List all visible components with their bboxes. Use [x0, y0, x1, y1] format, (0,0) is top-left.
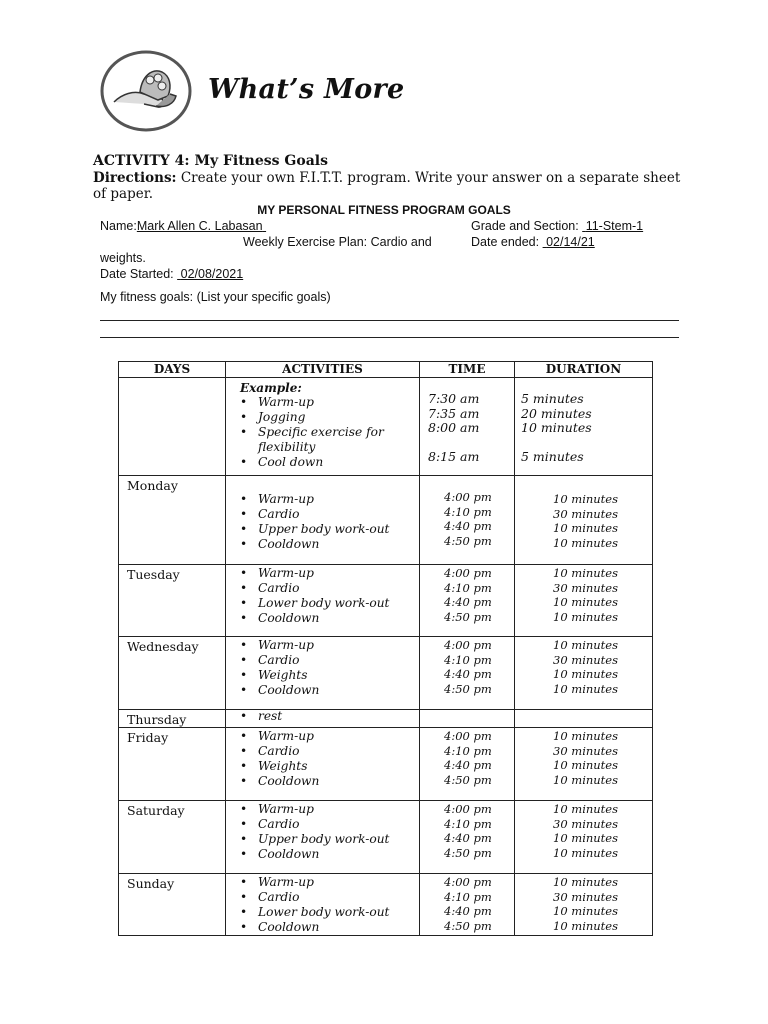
day-name: Monday: [127, 478, 178, 493]
duration-entry: [521, 436, 652, 451]
day-cell: [119, 565, 226, 637]
day-cell: [119, 801, 226, 874]
activity-item: • Cooldown: [240, 774, 419, 789]
activities-cell: [226, 476, 420, 565]
time-entry: 4:00 pm: [444, 638, 492, 652]
activity-list: [226, 728, 419, 789]
time-list: [420, 637, 514, 696]
header-days: DAYS: [119, 362, 226, 378]
directions-label: Directions:: [93, 170, 177, 186]
time-entry: [428, 436, 514, 451]
table-row: [119, 565, 653, 637]
directions: [93, 170, 683, 202]
duration-list: [515, 728, 652, 787]
activity-list: [226, 637, 419, 698]
duration-entry: 5 minutes: [521, 449, 584, 464]
day-name: Tuesday: [127, 567, 180, 582]
duration-entry: 5 minutes: [521, 391, 584, 406]
activity-item: • Cooldown: [240, 611, 419, 626]
duration-entry: 10 minutes: [553, 566, 619, 580]
activity-item: • Cardio: [240, 581, 419, 596]
activity-item: • Warm-up: [240, 395, 419, 410]
example-activities-cell: [226, 378, 420, 476]
time-entry: 4:50 pm: [444, 918, 492, 933]
example-label: Example:: [240, 381, 302, 395]
table-header-row: [119, 362, 653, 378]
activity-item: • Weights: [240, 668, 419, 683]
time-cell: [420, 874, 515, 936]
header-activities: ACTIVITIES: [226, 362, 420, 378]
table-row: [119, 801, 653, 874]
plan-label: Weekly Exercise Plan: Cardio and: [243, 235, 432, 249]
time-entry: 4:50 pm: [444, 845, 492, 860]
time-entry: 7:30 am: [428, 391, 480, 406]
time-entry: 4:40 pm: [444, 758, 492, 772]
page-title: What’s More: [208, 74, 405, 105]
activities-cell: [226, 637, 420, 710]
duration-entry: 30 minutes: [553, 506, 619, 521]
activity-item: • Cooldown: [240, 537, 419, 552]
duration-entry: 10 minutes: [553, 904, 619, 918]
plan-wrap: weights.: [100, 251, 146, 265]
goals-label: My fitness goals: (List your specific goals): [100, 290, 331, 304]
duration-entry: 10 minutes: [553, 667, 619, 681]
name-label: Name:: [100, 219, 137, 233]
day-cell: [119, 710, 226, 728]
activity-item: • Upper body work-out: [240, 832, 419, 847]
grade-value: 11-Stem-1: [585, 219, 644, 233]
example-activity-list: [226, 395, 419, 470]
duration-entry: 10 minutes: [553, 875, 619, 889]
duration-entry: 10 minutes: [553, 521, 619, 535]
form-heading: MY PERSONAL FITNESS PROGRAM GOALS: [257, 203, 511, 217]
duration-list: [515, 565, 652, 624]
duration-entry: 10 minutes: [553, 831, 619, 845]
time-cell: [420, 476, 515, 565]
duration-list: [515, 637, 652, 696]
time-entry: 4:10 pm: [444, 816, 492, 831]
duration-entry: 30 minutes: [553, 743, 619, 758]
time-entry: 4:00 pm: [444, 729, 492, 743]
header-duration: DURATION: [515, 362, 653, 378]
duration-entry: 10 minutes: [521, 420, 592, 435]
duration-cell: [515, 565, 653, 637]
time-entry: 4:00 pm: [444, 875, 492, 889]
duration-entry: 30 minutes: [553, 816, 619, 831]
activity-item: • Cool down: [240, 455, 419, 470]
goals-line-1: [100, 320, 679, 321]
duration-entry: 10 minutes: [553, 729, 619, 743]
day-cell: [119, 476, 226, 565]
duration-list: [515, 874, 652, 933]
duration-entry: 30 minutes: [553, 889, 619, 904]
date-started-label: Date Started:: [100, 267, 174, 281]
activity-item: • Warm-up: [240, 802, 419, 817]
activities-cell: [226, 565, 420, 637]
time-entry: 4:00 pm: [444, 802, 492, 816]
grade-field: [471, 219, 643, 233]
time-list: [420, 476, 514, 548]
duration-cell: [515, 710, 653, 728]
time-entry: 4:50 pm: [444, 772, 492, 787]
duration-entry: 20 minutes: [521, 405, 592, 421]
duration-entry: 10 minutes: [553, 772, 619, 787]
duration-entry: 10 minutes: [553, 918, 619, 933]
duration-entry: 10 minutes: [553, 535, 619, 550]
date-started-field: [100, 267, 243, 281]
duration-cell: [515, 637, 653, 710]
activity-item: • Warm-up: [240, 566, 419, 581]
time-entry: 4:50 pm: [444, 609, 492, 624]
activity-list: [226, 476, 419, 552]
time-entry: 4:10 pm: [444, 580, 492, 595]
time-entry: 4:40 pm: [444, 667, 492, 681]
duration-entry: 10 minutes: [553, 845, 619, 860]
activity-item: • Specific exercise for flexibility: [240, 425, 419, 455]
activity-item: • Warm-up: [240, 729, 419, 744]
activity-item: • Warm-up: [240, 492, 419, 507]
activities-cell: [226, 874, 420, 936]
duration-entry: 10 minutes: [553, 802, 619, 816]
time-list: [420, 728, 514, 787]
fitness-plan-table: [118, 361, 653, 936]
day-name: Friday: [127, 730, 169, 745]
day-name: Thursday: [127, 712, 187, 727]
directions-text: Create your own F.I.T.T. program. Write your answer on a separate sheet of paper.: [93, 170, 681, 202]
activity-list: [226, 565, 419, 626]
time-list: [420, 565, 514, 624]
table-row: [119, 476, 653, 565]
activity-list: [226, 874, 419, 935]
activity-item: • Upper body work-out: [240, 522, 419, 537]
activity-item: • Cardio: [240, 890, 419, 905]
activity-item: • Lower body work-out: [240, 905, 419, 920]
activity-item: • Cooldown: [240, 920, 419, 935]
time-cell: [420, 728, 515, 801]
table-row: [119, 710, 653, 728]
activity-list: [226, 710, 419, 723]
duration-entry: 10 minutes: [553, 758, 619, 772]
time-entry: 4:10 pm: [444, 652, 492, 667]
time-entry: 4:50 pm: [444, 533, 492, 548]
time-entry: 4:10 pm: [444, 889, 492, 904]
time-entry: 4:00 pm: [444, 566, 492, 580]
table-row: [119, 637, 653, 710]
day-name: Saturday: [127, 803, 185, 818]
activities-cell: [226, 710, 420, 728]
activity-item: • Weights: [240, 759, 419, 774]
activity-item: • Cooldown: [240, 847, 419, 862]
activities-cell: [226, 728, 420, 801]
duration-cell: [515, 476, 653, 565]
time-list: [420, 801, 514, 860]
date-started-value: 02/08/2021: [180, 267, 244, 281]
time-cell: [420, 565, 515, 637]
activity-item: • rest: [240, 710, 419, 723]
time-entry: 4:10 pm: [444, 743, 492, 758]
table-row: [119, 874, 653, 936]
date-ended-label: Date ended:: [471, 235, 540, 249]
duration-cell: [515, 801, 653, 874]
activity-list: [226, 801, 419, 862]
name-value: Mark Allen C. Labasan: [136, 219, 263, 233]
activities-cell: [226, 801, 420, 874]
time-entry: 4:40 pm: [444, 519, 492, 533]
activity-item: • Cooldown: [240, 683, 419, 698]
time-list: [420, 710, 514, 711]
duration-list: [515, 801, 652, 860]
time-entry: 8:15 am: [428, 449, 480, 464]
duration-entry: 10 minutes: [553, 609, 619, 624]
time-entry: 4:40 pm: [444, 831, 492, 845]
duration-entry: 10 minutes: [553, 681, 619, 696]
activity-item: • Cardio: [240, 817, 419, 832]
activity-item: • Lower body work-out: [240, 596, 419, 611]
activity-item: • Cardio: [240, 653, 419, 668]
time-entry: 8:00 am: [428, 420, 480, 435]
date-ended-value: 02/14/21: [546, 235, 595, 249]
duration-entry: 30 minutes: [553, 580, 619, 595]
activity-heading: ACTIVITY 4: My Fitness Goals: [93, 153, 328, 169]
time-cell: [420, 637, 515, 710]
duration-entry: 10 minutes: [553, 595, 619, 609]
duration-cell: [515, 728, 653, 801]
duration-entry: 10 minutes: [553, 492, 619, 506]
time-list: [420, 874, 514, 933]
grade-label: Grade and Section:: [471, 219, 579, 233]
time-entry: 4:40 pm: [444, 595, 492, 609]
time-entry: 4:10 pm: [444, 504, 492, 519]
activity-item: • Cardio: [240, 744, 419, 759]
example-times: [420, 378, 514, 465]
duration-entry: 10 minutes: [553, 638, 619, 652]
activity-item: • Warm-up: [240, 638, 419, 653]
header-time: TIME: [420, 362, 515, 378]
example-row: [119, 378, 653, 476]
day-cell: [119, 874, 226, 936]
name-field: [100, 219, 266, 233]
time-cell: [420, 710, 515, 728]
duration-list: [515, 710, 652, 711]
time-entry: 4:40 pm: [444, 904, 492, 918]
day-name: Wednesday: [127, 639, 199, 654]
day-cell: [119, 637, 226, 710]
table-row: [119, 728, 653, 801]
example-duration-cell: [515, 378, 653, 476]
example-time-cell: [420, 378, 515, 476]
example-day-cell: [119, 378, 226, 476]
example-durations: [515, 378, 652, 465]
duration-list: [515, 476, 652, 550]
goals-line-2: [100, 337, 679, 338]
time-entry: 7:35 am: [428, 405, 480, 421]
activity-item: • Jogging: [240, 410, 419, 425]
time-entry: 4:50 pm: [444, 681, 492, 696]
date-ended-field: [471, 235, 595, 249]
time-entry: 4:00 pm: [444, 490, 492, 504]
hands-holding-bowl-icon: [100, 50, 192, 132]
activity-item: • Cardio: [240, 507, 419, 522]
duration-entry: 30 minutes: [553, 652, 619, 667]
day-cell: [119, 728, 226, 801]
duration-cell: [515, 874, 653, 936]
time-cell: [420, 801, 515, 874]
activity-item: • Warm-up: [240, 875, 419, 890]
day-name: Sunday: [127, 876, 175, 891]
